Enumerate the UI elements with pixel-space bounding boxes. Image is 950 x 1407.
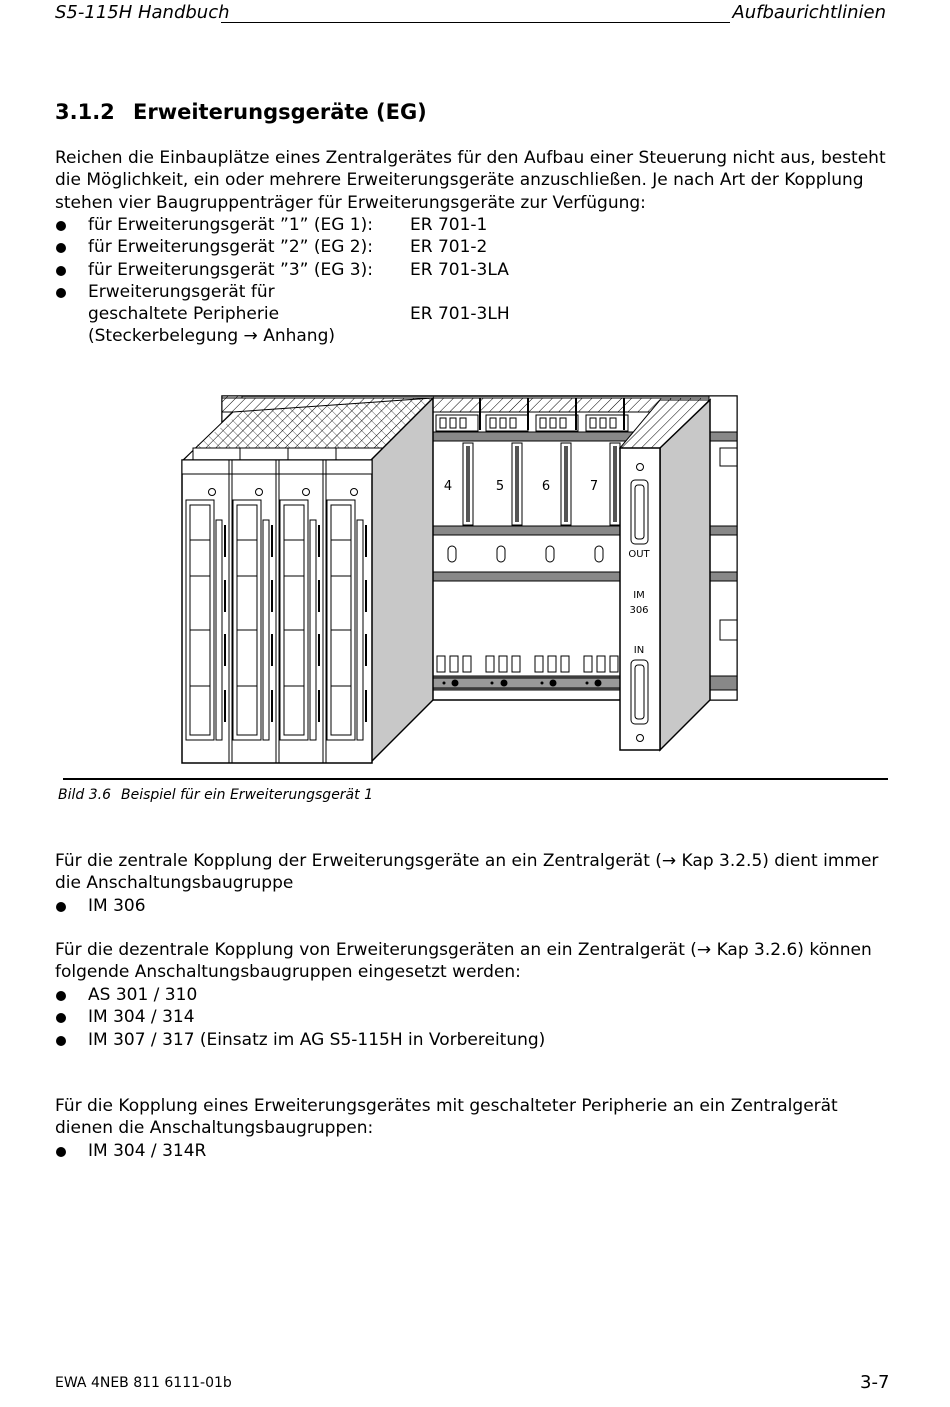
caption-rule xyxy=(63,778,888,780)
central-paragraph xyxy=(55,850,892,895)
bullet-icon xyxy=(56,1013,66,1023)
list-item xyxy=(55,1006,905,1028)
switched-list xyxy=(55,1140,905,1162)
slot-number: 6 xyxy=(541,479,551,494)
slot-number: 7 xyxy=(589,479,599,494)
bullet-icon xyxy=(56,902,66,912)
item-value: ER 701-3LH xyxy=(410,304,510,325)
switched-line: Für die Kopplung eines Erweiterungsgerätes mit geschalteter Peripherie an ein Zentralgerät xyxy=(55,1096,838,1116)
list-item xyxy=(55,1029,905,1051)
page-number: 3-7 xyxy=(860,1372,890,1393)
item-text: AS 301 / 310 xyxy=(88,985,198,1005)
slot-number: 5 xyxy=(495,479,505,494)
section-title: Erweiterungsgeräte (EG) xyxy=(133,100,427,124)
central-line: Für die zentrale Kopplung der Erweiterungsgeräte an ein Zentralgerät (→ Kap 3.2.5) dient immer xyxy=(55,851,879,871)
list-item xyxy=(55,1140,905,1162)
item-label: für Erweiterungsgerät ”1” (EG 1): xyxy=(88,215,373,235)
switched-paragraph xyxy=(55,1095,892,1140)
out-label: OUT xyxy=(628,549,650,560)
item-text: IM 307 / 317 (Einsatz im AG S5-115H in Vorbereitung) xyxy=(88,1029,546,1050)
item-value: ER 701-1 xyxy=(410,215,488,235)
item-label: für Erweiterungsgerät ”2” (EG 2): xyxy=(88,237,373,258)
header-right: Aufbaurichtlinien xyxy=(732,2,886,23)
intro-line: die Möglichkeit, ein oder mehrere Erweiterungsgeräte anzuschließen. Je nach Art der Kopplung xyxy=(55,170,864,191)
intro-line: stehen vier Baugruppenträger für Erweiterungsgeräte zur Verfügung: xyxy=(55,192,646,213)
item-label: geschaltete Peripherie xyxy=(88,304,280,325)
caption-text: Beispiel für ein Erweiterungsgerät 1 xyxy=(121,787,373,803)
slot-number: 4 xyxy=(443,479,453,494)
im306-module xyxy=(620,400,710,750)
figure-caption xyxy=(58,787,373,803)
item-text: IM 304 / 314 xyxy=(88,1007,195,1028)
item-text: IM 304 / 314R xyxy=(88,1141,207,1161)
item-label: für Erweiterungsgerät ”3” (EG 3): xyxy=(88,259,373,280)
item-text: IM 306 xyxy=(88,896,146,916)
switched-line: dienen die Anschaltungsbaugruppen: xyxy=(55,1118,374,1139)
decentral-list xyxy=(55,984,905,1051)
list-item xyxy=(55,895,905,917)
item-label: Erweiterungsgerät für xyxy=(88,281,275,302)
bullet-icon xyxy=(56,991,66,1001)
central-list xyxy=(55,895,905,917)
decentral-paragraph xyxy=(55,939,892,984)
installed-modules xyxy=(182,398,433,763)
header-left: S5-115H Handbuch xyxy=(55,2,230,23)
im-number-label: 306 xyxy=(629,605,649,616)
item-value: ER 701-2 xyxy=(410,237,488,258)
item-note: (Steckerbelegung → Anhang) xyxy=(88,326,335,347)
im-label: IM xyxy=(633,590,645,601)
bullet-icon xyxy=(56,1036,66,1046)
item-value: ER 701-3LA xyxy=(410,259,509,280)
central-line: die Anschaltungsbaugruppe xyxy=(55,873,294,894)
caption-number: Bild 3.6 xyxy=(58,787,111,803)
section-number: 3.1.2 xyxy=(55,100,115,124)
bullet-icon xyxy=(56,1147,66,1157)
list-item xyxy=(55,984,905,1006)
intro-line: Reichen die Einbauplätze eines Zentralgerätes für den Aufbau einer Steuerung nicht aus, besteht xyxy=(55,148,886,168)
in-label: IN xyxy=(633,645,645,656)
decentral-line: Für die dezentrale Kopplung von Erweiterungsgeräten an ein Zentralgerät (→ Kap 3.2.6) können xyxy=(55,940,872,960)
decentral-line: folgende Anschaltungsbaugruppen eingesetzt werden: xyxy=(55,962,521,983)
document-code: EWA 4NEB 811 6111-01b xyxy=(55,1375,232,1391)
screw-row xyxy=(433,678,623,688)
